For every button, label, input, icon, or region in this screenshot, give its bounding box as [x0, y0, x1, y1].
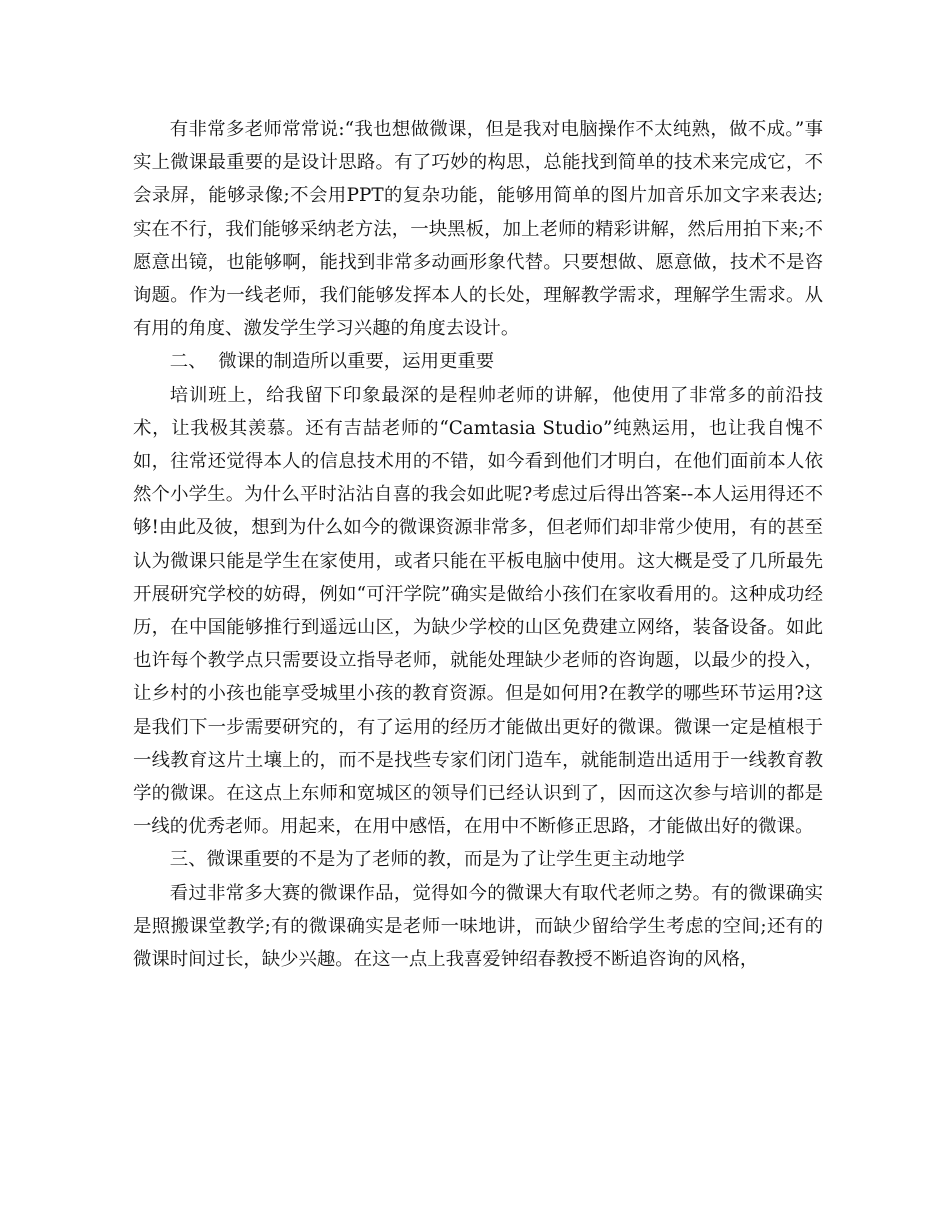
paragraph-competition-works: 看过非常多大赛的微课作品，觉得如今的微课大有取代老师之势。有的微课确实是照搬课堂教学;有的微课确实是老师一味地讲，而缺少留给学生考虑的空间;还有的微课时间过长，缺少兴趣。在这一点上我喜爱钟绍春教授不断追咨询的风格， [133, 882, 823, 971]
section-heading-two: 二、 微课的制造所以重要，运用更重要 [169, 351, 495, 373]
paragraph-training-experience: 培训班上，给我留下印象最深的是程帅老师的讲解，他使用了非常多的前沿技术，让我极其羡慕。还有吉喆老师的“Camtasia Studio”纯熟运用，也让我自愧不如，往常还觉得本人的信息技术用的不错，如今看到他们才明白，在他们面前本人依然个小学生。为什么平时沾沾自喜的我会如此呢?考虑过后得出答案--本人运用得还不够!由此及彼，想到为什么如今的微课资源非常多，但老师们却非常少使用，有的甚至认为微课只能是学生在家使用，或者只能在平板电脑中使用。这大概是受了几所最先开展研究学校的妨碍，例如“可汗学院”确实是做给小孩们在家收看用的。这种成功经历，在中国能够推行到遥远山区，为缺少学校的山区免费建立网络，装备设备。如此也许每个教学点只需要设立指导老师，就能处理缺少老师的咨询题，以最少的投入，让乡村的小孩也能享受城里小孩的教育资源。但是如何用?在教学的哪些环节运用?这是我们下一步需要研究的，有了运用的经历才能做出更好的微课。微课一定是植根于一线教育这片土壤上的，而不是找些专家们闭门造车，就能制造出适用于一线教育教学的微课。在这点上东师和宽城区的领导们已经认识到了，因而这次参与培训的都是一线的优秀老师。用起来，在用中感悟，在用中不断修正思路，才能做出好的微课。 [133, 384, 823, 838]
paragraph-design-thinking: 有非常多老师常常说:“我也想做微课，但是我对电脑操作不太纯熟，做不成。”事实上微课最重要的是设计思路。有了巧妙的构思，总能找到简单的技术来完成它，不会录屏，能够录像;不会用PPT的复杂功能，能够用简单的图片加音乐加文字来表达;实在不行，我们能够采纳老方法，一块黑板，加上老师的精彩讲解，然后用拍下来;不愿意出镜，也能够啊，能找到非常多动画形象代替。只要想做、愿意做，技术不是咨询题。作为一线老师，我们能够发挥本人的长处，理解教学需求，理解学生需求。从有用的角度、激发学生学习兴趣的角度去设计。 [133, 119, 823, 340]
section-heading-three: 三、微课重要的不是为了老师的教，而是为了让学生更主动地学 [169, 849, 685, 871]
document-page [133, 113, 823, 976]
